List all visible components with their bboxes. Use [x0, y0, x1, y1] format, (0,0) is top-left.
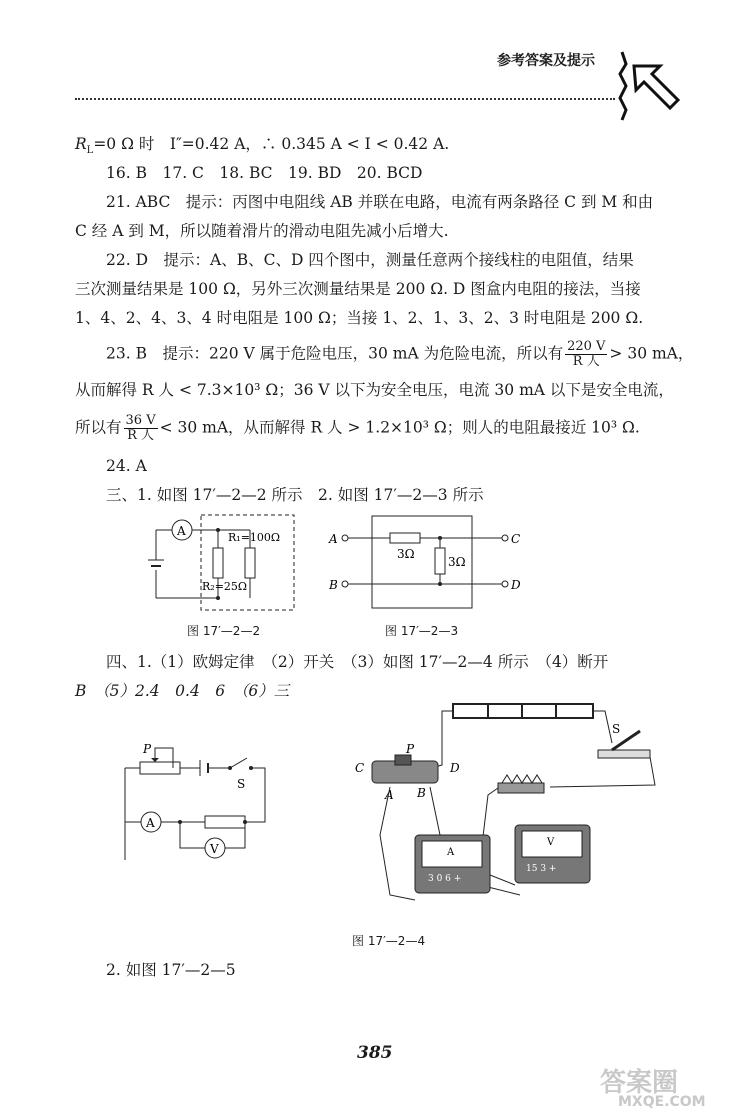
text-line-4: C 经 A 到 M，所以随着滑片的滑动电阻先减小后增大.: [75, 222, 449, 240]
arrow-icon: [612, 44, 682, 124]
svg-text:D: D: [450, 761, 460, 775]
svg-text:P: P: [406, 742, 415, 756]
svg-text:3Ω: 3Ω: [397, 547, 415, 561]
text-line-2: 16. B 17. C 18. BC 19. BD 20. BCD: [106, 164, 423, 182]
text-line-3: 21. ABC 提示：丙图中电阻线 AB 并联在电路，电流有两条路径 C 到 M 和由: [106, 193, 654, 211]
svg-text:R₁=100Ω: R₁=100Ω: [228, 531, 281, 544]
svg-text:C: C: [511, 532, 521, 546]
text-line-8: 23. B 提示：220 V 属于危险电压，30 mA 为危险电流，所以有 $\frac{220 V}{\text{R 人}}$ > 30 mA，: [106, 339, 694, 369]
svg-text:A: A: [146, 816, 155, 830]
fraction-36v: $\frac{36 V}{\text{R 人}}$: [125, 413, 156, 443]
figure-17-2-4: [350, 695, 660, 915]
svg-text:B: B: [417, 786, 426, 800]
watermark-url: MXQE.COM: [618, 1094, 706, 1110]
header-divider: [75, 98, 615, 100]
svg-text:B: B: [329, 578, 338, 592]
svg-text:V: V: [547, 837, 555, 848]
svg-text:D: D: [511, 578, 521, 592]
header-title: 参考答案及提示: [497, 53, 595, 69]
figure-17-2-2: [140, 510, 310, 615]
watermark-logo: 答案圈: [600, 1068, 679, 1098]
svg-text:V: V: [210, 842, 219, 856]
fraction-220v: $\frac{220 V}{\text{R 人}}$: [567, 339, 606, 369]
figure-17-2-2-caption: 图 17′—2—2: [187, 624, 261, 638]
page-number: 385: [357, 1043, 393, 1063]
text-line-6: 三次测量结果是 100 Ω，另外三次测量结果是 200 Ω. D 图盒内电阻的接法，当接: [75, 280, 641, 298]
svg-text:S: S: [612, 722, 621, 736]
text-line-13: 四、1.（1）欧姆定律 （2）开关 （3）如图 17′—2—4 所示 （4）断开: [106, 653, 609, 671]
svg-text:A: A: [329, 532, 338, 546]
text-line-9: 从而解得 R 人 < 7.3×10³ Ω；36 V 以下为安全电压，电流 30 mA 以下是安全电流，: [75, 381, 674, 399]
text-line-11: 24. A: [106, 457, 147, 475]
text-line-12: 三、1. 如图 17′—2—2 所示 2. 如图 17′—2—3 所示: [106, 486, 484, 504]
circuit-diagram: [115, 740, 275, 865]
svg-text:A: A: [177, 524, 186, 538]
text-line-10: 所以有 $\frac{36 V}{\text{R 人}}$ < 30 mA，从而解得 R 人 > 1.2×10³ Ω；则人的电阻最接近 10³ Ω.: [75, 413, 640, 443]
text-line-1: $R_L=0$ Ω 时 I″=0.42 A，∴ 0.345 A < I < 0.42 A.: [75, 135, 450, 157]
svg-text:C: C: [355, 761, 365, 775]
svg-text:A: A: [447, 847, 455, 858]
figure-17-2-3: [325, 510, 525, 615]
text-line-7: 1、4、2、4、3、4 时电阻是 100 Ω；当接 1、2、1、3、2、3 时电阻是 200 Ω.: [75, 309, 644, 327]
text-line-14: B （5）2.4 0.4 6 （6）三: [75, 682, 290, 700]
svg-text:3 0 6 +: 3 0 6 +: [428, 874, 462, 884]
svg-text:S: S: [237, 777, 246, 791]
text-line-15: 2. 如图 17′—2—5: [106, 961, 236, 979]
text-line-5: 22. D 提示：A、B、C、D 四个图中，测量任意两个接线柱的电阻值，结果: [106, 251, 634, 269]
svg-text:R₂=25Ω: R₂=25Ω: [202, 580, 248, 593]
figure-17-2-3-caption: 图 17′—2—3: [385, 624, 459, 638]
figure-17-2-4-caption: 图 17′—2—4: [352, 934, 426, 948]
svg-text:A: A: [385, 788, 394, 802]
svg-text:P: P: [143, 742, 152, 756]
svg-text:3Ω: 3Ω: [448, 555, 466, 569]
svg-text:15 3 +: 15 3 +: [526, 864, 557, 874]
